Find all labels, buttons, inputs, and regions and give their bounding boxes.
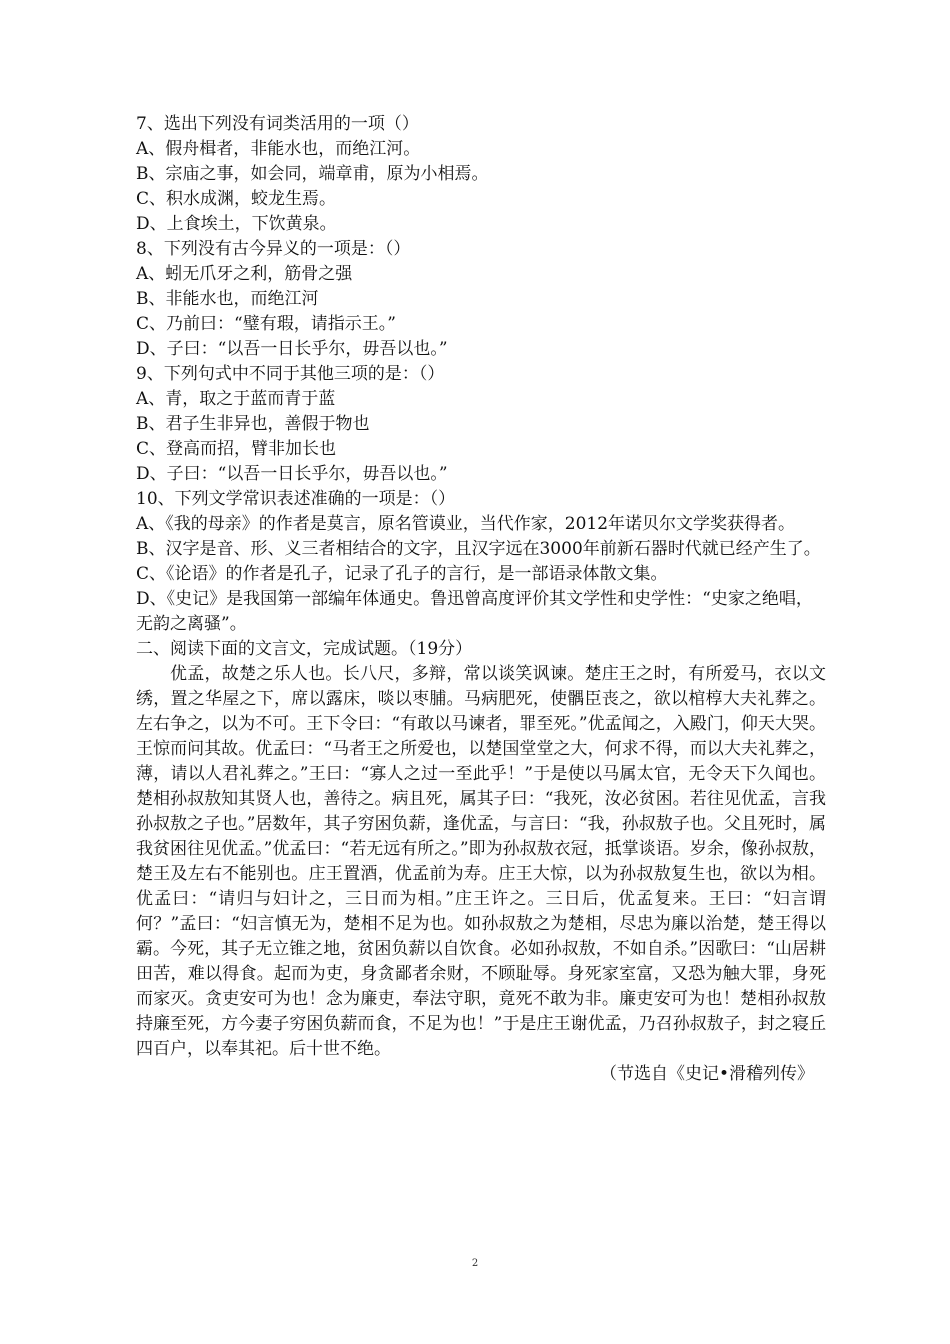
question-9 [136,362,826,487]
option-d: D、上食埃土，下饮黄泉。 [136,214,337,234]
question-stem: 9、下列句式中不同于其他三项的是：（） [136,364,445,384]
option-c: C、乃前曰：“璧有瑕，请指示王。” [136,314,396,334]
question-8 [136,237,826,362]
question-stem: 8、下列没有古今异义的一项是：（） [136,239,411,259]
option-d: D、子曰：“以吾一日长乎尔，毋吾以也。” [136,464,448,484]
option-d: D、子曰：“以吾一日长乎尔，毋吾以也。” [136,339,448,359]
question-7 [136,112,826,237]
option-b: B、汉字是音、形、义三者相结合的文字，且汉字远在3000年前新石器时代就已经产生了。 [136,539,821,559]
option-b: B、非能水也，而绝江河 [136,289,319,309]
option-c: C、登高而招，臂非加长也 [136,439,337,459]
section-heading: 二、阅读下面的文言文，完成试题。（19分） [136,639,473,659]
option-d: D、《史记》是我国第一部编年体通史。鲁迅曾高度评价其文学性和史学性：“史家之绝唱，无韵之离骚”。 [136,589,813,634]
option-a: A、假舟楫者，非能水也，而绝江河。 [136,139,421,159]
option-b: B、君子生非异也，善假于物也 [136,414,370,434]
option-a: A、蚓无爪牙之利，筋骨之强 [136,264,353,284]
option-c: C、积水成渊，蛟龙生焉。 [136,189,337,209]
page-number: 2 [471,1258,479,1269]
question-stem: 7、选出下列没有词类活用的一项（） [136,114,419,134]
option-c: C、《论语》的作者是孔子，记录了孔子的言行，是一部语录体散文集。 [136,564,668,584]
question-10 [136,487,826,637]
option-b: B、宗庙之事，如会同，端章甫，原为小相焉。 [136,164,489,184]
option-a: A、《我的母亲》的作者是莫言，原名管谟业，当代作家，2012年诺贝尔文学奖获得者。 [136,514,796,534]
document-page [136,112,826,1087]
classical-passage: 优孟，故楚之乐人也。长八尺，多辩，常以谈笑讽谏。楚庄王之时，有所爱马，衣以文绣，置之华屋之下，席以露床，啖以枣脯。马病肥死，使髃臣丧之，欲以棺椁大夫礼葬之。左右争之，以为不可。王下令曰：“有敢以马谏者，罪至死。”优孟闻之，入殿门，仰天大哭。王惊而问其故。优孟曰：“马者王之所爱也，以楚国堂堂之大，何求不得，而以大夫礼葬之，薄，请以人君礼葬之。”王曰：“寡人之过一至此乎！”于是使以马属太官，无令天下久闻也。楚相孙叔敖知其贤人也，善待之。病且死，属其子曰：“我死，汝必贫困。若往见优孟，言我孙叔敖之子也。”居数年，其子穷困负薪，逢优孟，与言曰：“我，孙叔敖子也。父且死时，属我贫困往见优孟。”优孟曰：“若无远有所之。”即为孙叔敖衣冠，抵掌谈语。岁余，像孙叔敖，楚王及左右不能别也。庄王置酒，优孟前为寿。庄王大惊，以为孙叔敖复生也，欲以为相。优孟曰：“请归与妇计之，三日而为相。”庄王许之。三日后，优孟复来。王曰：“妇言谓何？”孟曰：“妇言慎无为，楚相不足为也。如孙叔敖之为楚相，尽忠为廉以治楚，楚王得以霸。今死，其子无立锥之地，贫困负薪以自饮食。必如孙叔敖，不如自杀。”因歌曰：“山居耕田苦，难以得食。起而为吏，身贪鄙者余财，不顾耻辱。身死家室富，又恐为触大罪，身死而家灭。贪吏安可为也！念为廉吏，奉法守职，竟死不敢为非。廉吏安可为也！楚相孙叔敖持廉至死，方今妻子穷困负薪而食，不足为也！”于是庄王谢优孟，乃召孙叔敖子，封之寝丘四百户，以奉其祀。后十世不绝。 [136,664,826,1059]
option-a: A、青，取之于蓝而青于蓝 [136,389,336,409]
question-stem: 10、下列文学常识表述准确的一项是：（） [136,489,456,509]
passage-source: （节选自《史记•滑稽列传》 [599,1064,814,1084]
